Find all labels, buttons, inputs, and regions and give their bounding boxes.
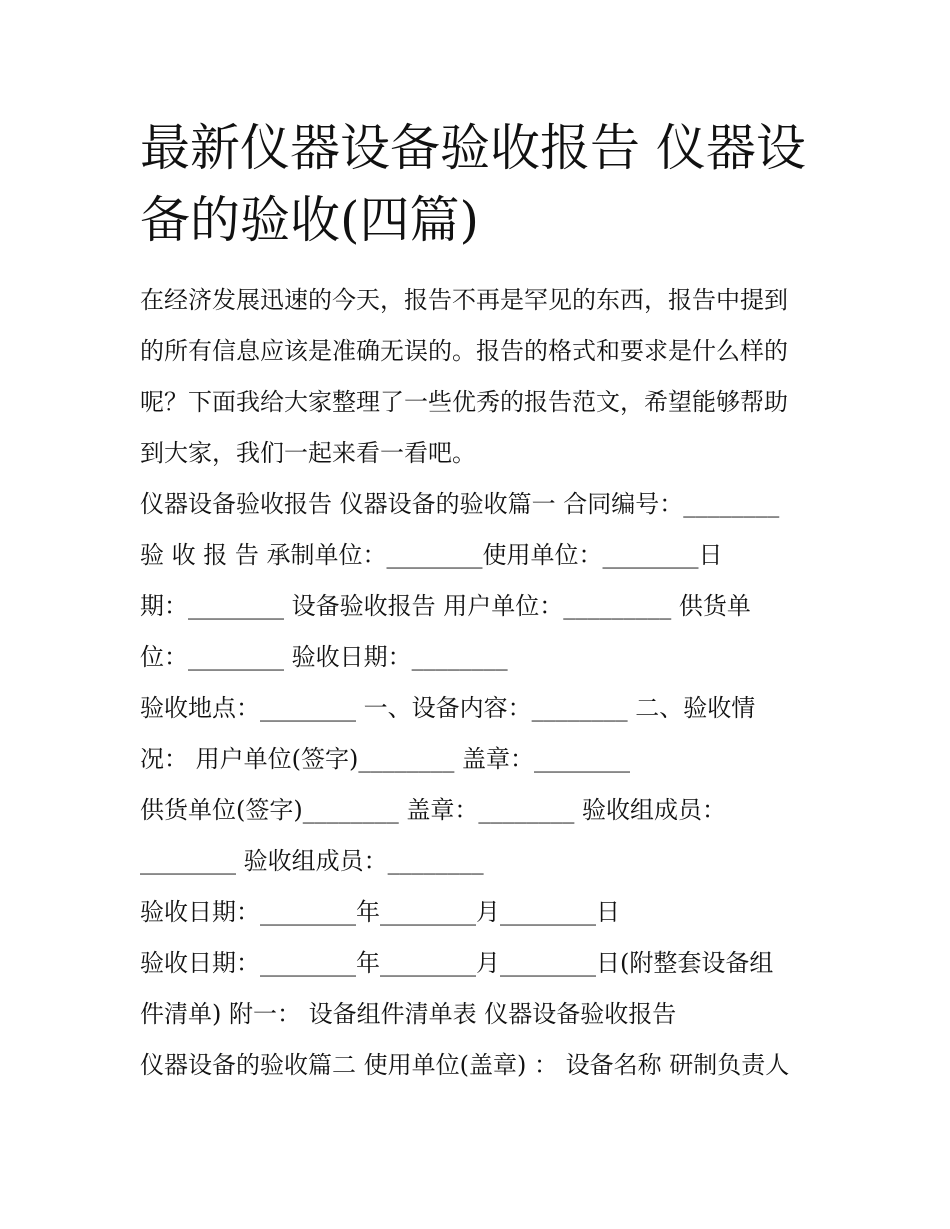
- paragraph-line: 验收地点：________ 一、设备内容：________ 二、验收情: [140, 694, 756, 722]
- paragraph-line: 验收日期：________年________月________日(附整套设备组: [140, 949, 774, 977]
- paragraph-line: 期：________ 设备验收报告 用户单位：_________ 供货单: [140, 592, 751, 620]
- paragraph-line: 位：________ 验收日期：________: [140, 643, 508, 671]
- paragraph-line: ________ 验收组成员：________: [140, 847, 484, 875]
- paragraph-line: 况： 用户单位(签字)________ 盖章：________: [140, 745, 630, 773]
- paragraph-line: 仪器设备的验收篇二 使用单位(盖章) ： 设备名称 研制负责人: [140, 1051, 790, 1079]
- paragraph-line: 的所有信息应该是准确无误的。报告的格式和要求是什么样的: [140, 337, 788, 365]
- paragraph-line: 到大家，我们一起来看一看吧。: [140, 439, 476, 467]
- paragraph-line: 供货单位(签字)________ 盖章：________ 验收组成员：: [140, 796, 726, 824]
- paragraph-line: 仪器设备验收报告 仪器设备的验收篇一 合同编号：________: [140, 490, 780, 518]
- paragraph-line: 在经济发展迅速的今天，报告不再是罕见的东西，报告中提到: [140, 286, 788, 314]
- document-title: 最新仪器设备验收报告 仪器设备的验收(四篇): [140, 119, 806, 249]
- paragraph-line: 验收日期：________年________月________日: [140, 898, 620, 926]
- paragraph-line: 呢？下面我给大家整理了一些优秀的报告范文，希望能够帮助: [140, 388, 788, 416]
- paragraph-line: 验 收 报 告 承制单位：________使用单位：________日: [140, 541, 723, 569]
- paragraph-line: 件清单) 附一： 设备组件清单表 仪器设备验收报告: [140, 1000, 677, 1028]
